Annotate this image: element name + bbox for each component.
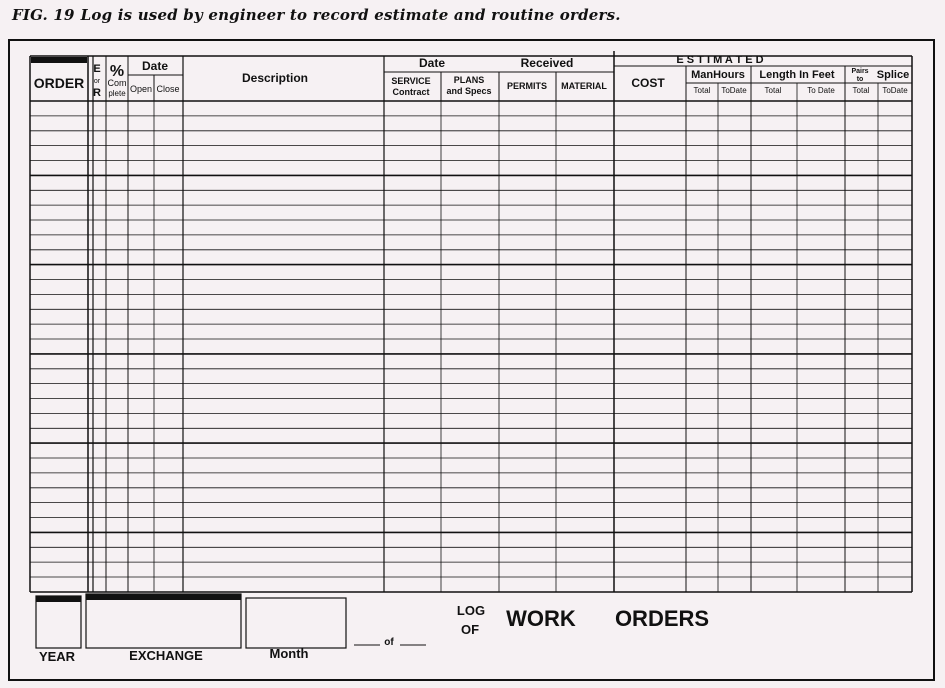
header-percent: % <box>109 63 125 80</box>
grid-row-lines <box>30 116 912 592</box>
header-length-to-date: To Date <box>807 86 835 95</box>
footer-boxes <box>36 594 426 648</box>
header-splice-total: Total <box>852 86 870 95</box>
figure-caption-text: Log is used by engineer to record estimate and routine orders. <box>80 6 621 24</box>
form-border <box>9 40 934 680</box>
header-r: R <box>93 87 101 99</box>
header-plans: PLANS <box>453 75 485 85</box>
header-date: Date <box>141 59 169 73</box>
header-open: Open <box>129 84 153 94</box>
header-length-total: Total <box>764 86 782 95</box>
header-length-in-feet: Length In Feet <box>759 69 835 81</box>
header-splice-to-date: ToDate <box>882 86 908 95</box>
header-and-specs: and Specs <box>446 86 492 96</box>
header-date-received-2: Received <box>520 56 574 70</box>
header-description: Description <box>241 71 309 85</box>
footer-month: Month <box>269 646 309 661</box>
header-permits: PERMITS <box>506 81 548 91</box>
header-estimated: E S T I M A T E D <box>676 54 764 66</box>
header-e: E <box>93 63 101 75</box>
footer-of-2: OF <box>460 622 480 637</box>
footer-orders: ORDERS <box>614 606 710 631</box>
header-date-received-1: Date <box>418 56 446 70</box>
footer-year: YEAR <box>38 649 76 664</box>
figure-number: FIG. 19 <box>12 6 75 24</box>
header-pairs: Pairs <box>851 68 869 75</box>
footer-of: of <box>384 637 394 648</box>
footer-work: WORK <box>506 606 576 631</box>
footer-log: LOG <box>456 603 486 618</box>
header-man-hours-to-date: ToDate <box>721 86 747 95</box>
header-cost: COST <box>631 76 665 90</box>
grid-column-lines <box>88 51 878 592</box>
header-order: ORDER <box>33 75 85 91</box>
header-man-hours: ManHours <box>691 69 745 81</box>
footer-exchange: EXCHANGE <box>129 648 203 663</box>
header-to: to <box>856 76 864 83</box>
header-com: Com <box>107 78 127 88</box>
header-close: Close <box>156 84 180 94</box>
header-material: MATERIAL <box>561 81 607 91</box>
header-service: SERVICE <box>391 76 431 86</box>
header-splice: Splice <box>876 69 910 81</box>
year-box <box>36 596 81 648</box>
header-contract: Contract <box>392 87 430 97</box>
header-or: or <box>93 78 101 85</box>
header-plete: plete <box>108 89 126 98</box>
exchange-box <box>86 594 241 648</box>
header-man-hours-total: Total <box>693 86 711 95</box>
month-box <box>246 598 346 648</box>
